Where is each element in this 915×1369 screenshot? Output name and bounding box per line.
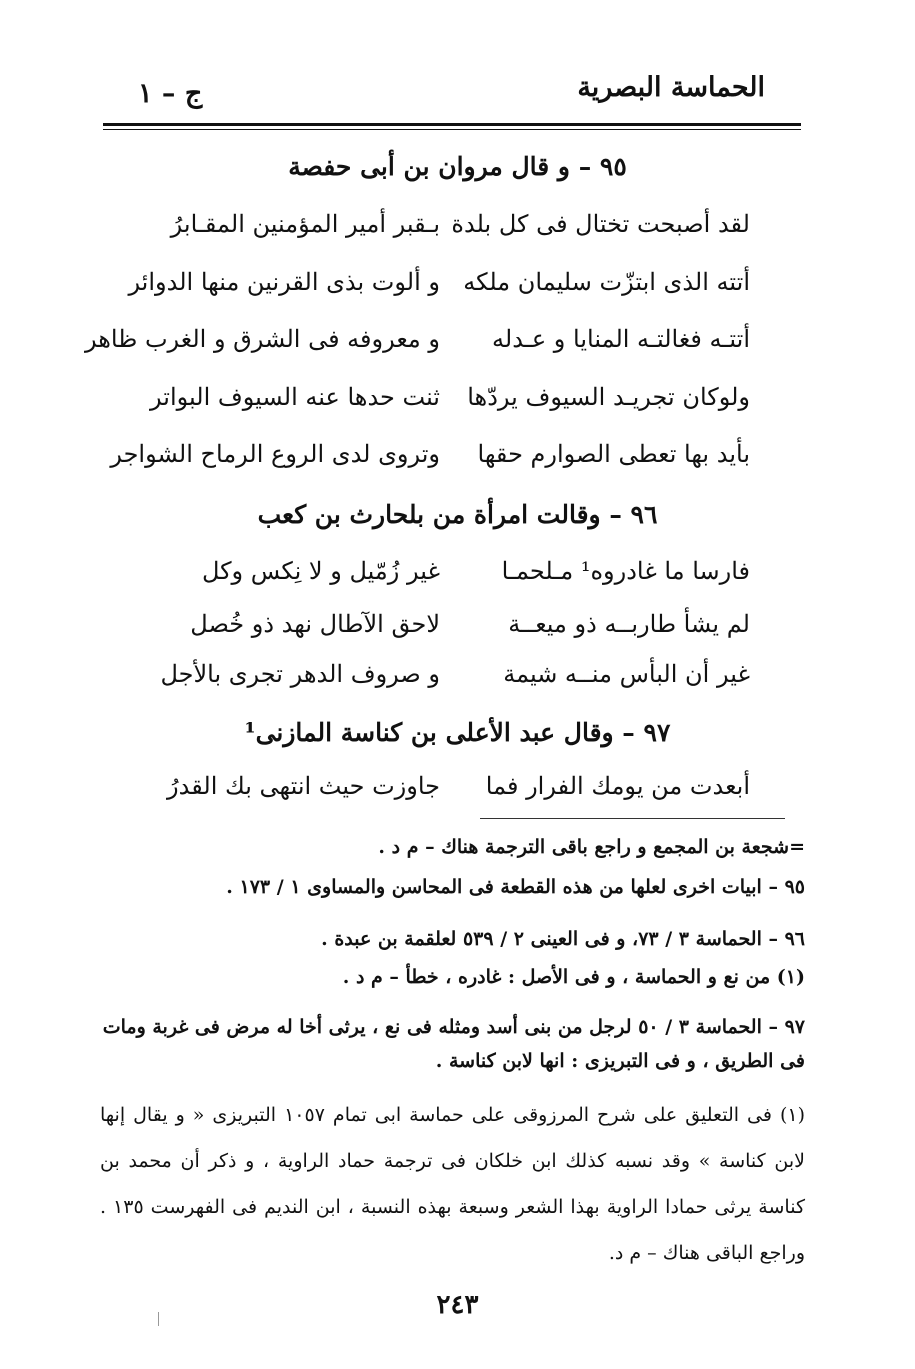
first-hemistich: لم يشأ طاربــه ذو ميعــة <box>508 610 750 638</box>
first-hemistich: أتتـه فغالتـه المنايا و عـدله <box>492 325 750 353</box>
verse <box>110 440 750 480</box>
header-rule <box>103 123 801 126</box>
verse <box>85 325 750 365</box>
header-rule-thin <box>103 129 801 130</box>
second-hemistich: ثنت حدها عنه السيوف البواتر <box>150 383 440 411</box>
footnote: ٩٧ – الحماسة ٣ / ٥٠ لرجل من بنى أسد ومثله فى نع ، يرثى أخا له مرض فى غربة ومات فى الطريق ، و فى التبريزى : انها لابن كناسة . <box>102 1016 805 1072</box>
footnote: ٩٦ – الحماسة ٣ / ٧٣، و فى العينى ٢ / ٥٣٩ لعلقمة بن عبدة . <box>321 928 805 950</box>
reference-note: (١) فى التعليق على شرح المرزوقى على حماسة ابى تمام ١٠٥٧ التبريزى « و يقال إنها لابن كناسة » وقد نسبه كذلك ابن خلكان فى ترجمة حماد الراوية ، و ذكر أن محمد بن كناسة يرثى حمادا الراوية بهذا الشعر وسبعة بهذه النسبة ، ابن النديم فى الفهرست ١٣٥ . وراجع الباقى هناك – م د. <box>100 1104 806 1264</box>
poem-heading: ٩٥ – و قال مروان بن أبى حفصة <box>288 152 627 181</box>
first-hemistich: ولوكان تجريـد السيوف يردّها <box>467 383 750 411</box>
verse <box>150 210 750 250</box>
poem-heading: ٩٧ – وقال عبد الأعلى بن كناسة المازنى¹ <box>244 718 671 747</box>
verse <box>128 268 750 308</box>
second-hemistich: و صروف الدهر تجرى بالأجل <box>160 660 440 688</box>
footnote: (١) من نع و الحماسة ، و فى الأصل : غادره ، خطأ – م د . <box>342 966 805 988</box>
page-number: ٢٤٣ <box>436 1290 479 1320</box>
second-hemistich: لاحق الآطال نهد ذو خُصل <box>190 610 440 638</box>
verse <box>150 610 750 650</box>
first-hemistich: بأيد بها تعطى الصوارم حقها <box>477 440 750 468</box>
second-hemistich: و معروفه فى الشرق و الغرب ظاهر <box>85 325 440 353</box>
poem-heading: ٩٦ – وقالت امرأة من بلحارث بن كعب <box>257 500 658 529</box>
second-hemistich: جاوزت حيث انتهى بك القدرُ <box>167 772 440 800</box>
first-hemistich: غير أن البأس منــه شيمة <box>503 660 750 688</box>
first-hemistich: أبعدت من يومك الفرار فما <box>485 772 750 800</box>
scan-mark <box>158 1312 159 1326</box>
second-hemistich: بـقبر أمير المؤمنين المقـابرُ <box>170 210 440 238</box>
verse <box>150 383 750 423</box>
second-hemistich: وتروى لدى الروع الرماح الشواجر <box>110 440 440 468</box>
first-hemistich: فارسا ما غادروه¹ مـلحمـا <box>501 557 750 585</box>
first-hemistich: أتته الذى ابتزّت سليمان ملكه <box>463 268 750 296</box>
verse <box>150 660 750 700</box>
verse <box>150 557 750 597</box>
running-title: الحماسة البصرية <box>577 72 765 103</box>
footnote: ٩٥ – ابيات اخرى لعلها من هذه القطعة فى المحاسن والمساوى ١ / ١٧٣ . <box>226 876 805 898</box>
volume-label: ج – ١ <box>138 78 203 109</box>
second-hemistich: و ألوت بذى القرنين منها الدوائر <box>128 268 440 296</box>
verse <box>150 772 750 812</box>
second-hemistich: غير زُمّيل و لا نِكس وكل <box>201 557 440 585</box>
footnote-rule <box>480 818 785 819</box>
first-hemistich: لقد أصبحت تختال فى كل بلدة <box>451 210 750 238</box>
footnote: =شجعة بن المجمع و راجع باقى الترجمة هناك – م د . <box>378 836 805 858</box>
